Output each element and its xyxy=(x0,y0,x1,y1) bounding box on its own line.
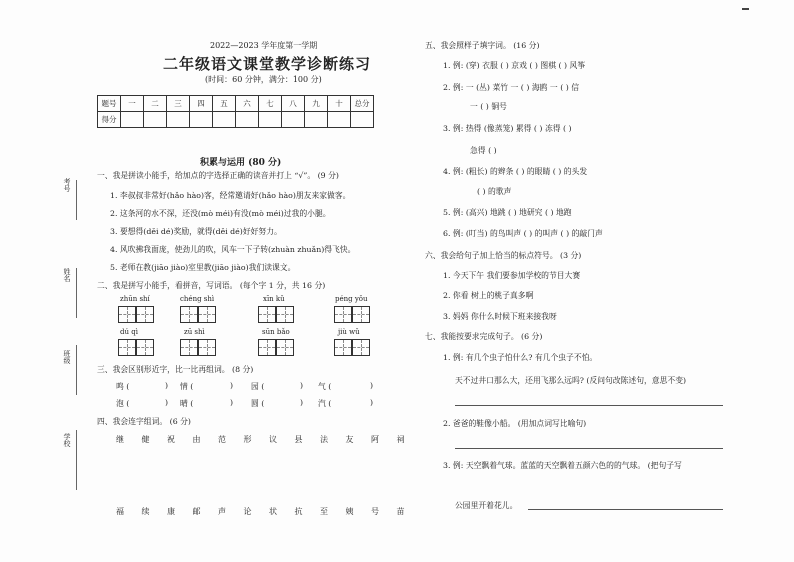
answer-line[interactable] xyxy=(455,448,723,449)
binding-label-school: 学校 xyxy=(63,433,71,447)
score-input-cell[interactable] xyxy=(305,112,328,128)
score-input-cell[interactable] xyxy=(351,112,374,128)
pinyin-label: jiù wǔ xyxy=(338,328,360,336)
pinyin-label: zū shì xyxy=(184,328,205,336)
q3-row2-close: ) xyxy=(370,398,374,407)
score-cell: 九 xyxy=(305,96,328,112)
q7-title: 七、我能按要求完成句子。 (6 分) xyxy=(425,332,543,341)
q5-line-4: 4. 例: (粗长) 的辫条 ( ) 的眼睛 ( ) 的头发 xyxy=(443,167,588,176)
score-table xyxy=(97,95,374,128)
scan-mark xyxy=(742,8,749,10)
score-input-cell[interactable] xyxy=(190,112,213,128)
writing-box[interactable] xyxy=(180,306,198,323)
q6-item-3: 3. 妈妈 你什么时候下班来接我呀 xyxy=(443,312,557,321)
q4-char[interactable]: 抗 xyxy=(294,507,303,516)
writing-box[interactable] xyxy=(118,339,136,356)
score-input-cell[interactable] xyxy=(259,112,282,128)
score-cell: 二 xyxy=(144,96,167,112)
q1-item-4: 4. 风吹拂我面庞，使劲儿的吹，风车一下子转(zhuàn zhuǎn)得飞快。 xyxy=(110,245,356,254)
q1-item-2: 2. 这条河的水不深，还没(mò méi)有没(mò méi)过我的小腿。 xyxy=(110,209,331,218)
q6-title: 六、我会给句子加上恰当的标点符号。 (3 分) xyxy=(425,251,582,260)
score-cell: 六 xyxy=(236,96,259,112)
q4-char-row-bottom xyxy=(116,506,422,517)
binding-line-1 xyxy=(76,180,77,220)
q3-row1-char-2: 情 ( xyxy=(180,382,194,391)
score-input-cell[interactable] xyxy=(121,112,144,128)
writing-box[interactable] xyxy=(352,339,370,356)
q4-char[interactable]: 县 xyxy=(294,435,303,444)
pinyin-label: xīn kǔ xyxy=(263,295,285,303)
writing-box[interactable] xyxy=(258,306,276,323)
q4-char[interactable]: 形 xyxy=(243,435,252,444)
q4-char[interactable]: 友 xyxy=(345,435,354,444)
q3-row2-char-2: 晴 ( xyxy=(180,399,194,408)
score-cell: 八 xyxy=(282,96,305,112)
q5-line-2b: 一 ( ) 铜号 xyxy=(470,102,507,111)
q4-char[interactable]: 福 xyxy=(116,507,124,516)
q3-row2-close: ) xyxy=(165,398,169,407)
q7-item-1: 1. 例: 有几个虫子怕什么? 有几个虫子不怕。 xyxy=(443,353,598,362)
q5-line-1: 1. 例: (穿) 衣服 ( ) 京戏 ( ) 图棋 ( ) 风筝 xyxy=(443,61,586,70)
q4-char[interactable]: 声 xyxy=(218,507,226,516)
pinyin-label: dú qì xyxy=(120,328,138,336)
binding-label-exam-number: 考号 xyxy=(63,178,71,192)
school-year: 2022—2023 学年度第一学期 xyxy=(210,41,318,50)
writing-box[interactable] xyxy=(334,339,352,356)
q7-item-3: 3. 例: 天空飘着气球。蓝蓝的天空飘着五颜六色的的气球。 (把句子写 xyxy=(443,461,682,470)
writing-box[interactable] xyxy=(334,306,352,323)
score-input-cell[interactable] xyxy=(282,112,305,128)
writing-box[interactable] xyxy=(180,339,198,356)
score-cell: 七 xyxy=(259,96,282,112)
q4-char[interactable]: 继 xyxy=(116,435,124,444)
q3-row1-char-1: 鸣 ( xyxy=(116,382,130,391)
q4-char[interactable]: 续 xyxy=(141,507,150,516)
page-title: 二年级语文课堂教学诊断练习 xyxy=(163,55,372,73)
q7-item-2: 2. 爸爸的鞋像小船。 (用加点词写比喻句) xyxy=(443,419,587,428)
score-input-cell[interactable] xyxy=(236,112,259,128)
writing-box[interactable] xyxy=(258,339,276,356)
q4-char[interactable]: 健 xyxy=(141,435,150,444)
q4-char[interactable]: 范 xyxy=(218,435,226,444)
writing-box[interactable] xyxy=(198,306,216,323)
q4-title: 四、我会连字组词。 (6 分) xyxy=(97,417,191,426)
q3-row1-close: ) xyxy=(370,381,374,390)
score-cell: 四 xyxy=(190,96,213,112)
score-cell: 题号 xyxy=(98,96,121,112)
writing-box[interactable] xyxy=(118,306,136,323)
writing-box[interactable] xyxy=(136,306,154,323)
pinyin-label: chéng shì xyxy=(180,295,215,303)
q4-char[interactable]: 论 xyxy=(243,507,252,516)
pinyin-label: sūn bǎo xyxy=(262,328,290,336)
q4-char[interactable]: 姨 xyxy=(345,507,354,516)
writing-box[interactable] xyxy=(136,339,154,356)
writing-box[interactable] xyxy=(276,306,294,323)
binding-line-4 xyxy=(76,430,77,490)
score-input-cell[interactable] xyxy=(213,112,236,128)
score-cell: 总分 xyxy=(351,96,374,112)
q4-char[interactable]: 法 xyxy=(320,435,328,444)
q5-line-5: 5. 例: (高兴) 地跳 ( ) 地研究 ( ) 地跑 xyxy=(443,208,572,217)
writing-box[interactable] xyxy=(276,339,294,356)
q4-char[interactable]: 号 xyxy=(371,507,379,516)
pinyin-label: péng yǒu xyxy=(335,295,368,303)
q2-title: 二、我是拼写小能手，看拼音，写词语。 (每个字 1 分，共 16 分) xyxy=(97,281,326,290)
score-cell: 十 xyxy=(328,96,351,112)
q3-row1-close: ) xyxy=(230,381,234,390)
score-input-cell[interactable] xyxy=(167,112,190,128)
q5-line-2: 2. 例: 一 (丛) 菜竹 一 ( ) 海鸥 一 ( ) 信 xyxy=(443,83,580,92)
q4-char[interactable]: 阿 xyxy=(371,435,379,444)
exam-time: (时间：60 分钟，满分：100 分) xyxy=(205,75,322,84)
q3-row1-close: ) xyxy=(300,381,304,390)
q4-char[interactable]: 祝 xyxy=(167,435,175,444)
score-cell: 得分 xyxy=(98,112,121,128)
q1-item-3: 3. 要想得(děi dé)奖励，就得(děi dé)好好努力。 xyxy=(110,227,282,236)
q5-line-4b: ( ) 的歌声 xyxy=(477,187,512,196)
q4-char[interactable]: 议 xyxy=(269,435,277,444)
q6-item-1: 1. 今天下午 我们要参加学校的节目大赛 xyxy=(443,271,581,280)
q4-char[interactable]: 状 xyxy=(269,507,277,516)
score-cell: 一 xyxy=(121,96,144,112)
binding-label-name: 姓名 xyxy=(63,268,71,282)
q3-row2-close: ) xyxy=(300,398,304,407)
score-input-cell[interactable] xyxy=(328,112,351,128)
q5-line-6: 6. 例: (叮当) 的鸟叫声 ( ) 的叫声 ( ) 的敲门声 xyxy=(443,229,603,238)
score-input-cell[interactable] xyxy=(144,112,167,128)
score-table-score-row xyxy=(98,112,374,128)
binding-line-2 xyxy=(76,268,77,318)
writing-box[interactable] xyxy=(352,306,370,323)
q4-char[interactable]: 康 xyxy=(167,507,175,516)
q4-char-row-top xyxy=(116,434,422,445)
answer-line[interactable] xyxy=(455,405,723,406)
q5-title: 五、我会照样子填字词。 (16 分) xyxy=(425,41,540,50)
q3-row2-char-1: 泡 ( xyxy=(116,399,130,408)
q7-item-3-task: 公园里开着花儿。 xyxy=(455,501,518,510)
section-title: 积累与运用 (80 分) xyxy=(200,158,282,168)
writing-box[interactable] xyxy=(198,339,216,356)
q4-char[interactable]: 苗 xyxy=(396,507,405,516)
q3-row2-char-3: 圆 ( xyxy=(251,399,265,408)
binding-label-class: 班级 xyxy=(63,350,71,364)
q3-row2-close: ) xyxy=(230,398,234,407)
score-table-header-row xyxy=(98,96,374,112)
score-cell: 三 xyxy=(167,96,190,112)
answer-line[interactable] xyxy=(528,509,723,510)
q1-item-1: 1. 李叔叔非常好(hǎo hào)客，经常邀请好(hǎo hào)朋友来家做客。 xyxy=(110,191,351,200)
q4-char[interactable]: 由 xyxy=(192,435,201,444)
pinyin-label: zhūn shí xyxy=(120,295,150,303)
q1-item-5: 5. 老师在教(jiāo jiào)室里教(jiāo jiào)我们读课文。 xyxy=(110,263,296,272)
q4-char[interactable]: 祠 xyxy=(396,435,405,444)
q4-char[interactable]: 至 xyxy=(320,507,328,516)
q1-title: 一、我是拼读小能手，给加点的字选择正确的读音并打上 “√”。 (9 分) xyxy=(97,171,339,180)
q3-title: 三、我会区别形近字，比一比再组词。 (8 分) xyxy=(97,365,254,374)
q5-line-3b: 急得 ( ) xyxy=(470,146,497,155)
binding-line-3 xyxy=(76,345,77,395)
q7-item-1-task: 天不过井口那么大，还用飞那么远吗? (反问句改陈述句，意思不变) xyxy=(455,376,687,385)
q3-row1-close: ) xyxy=(165,381,169,390)
q4-char[interactable]: 邮 xyxy=(192,507,201,516)
q3-row1-char-4: 气 ( xyxy=(318,382,332,391)
q3-row2-char-4: 汽 ( xyxy=(318,399,332,408)
score-cell: 五 xyxy=(213,96,236,112)
q3-row1-char-3: 园 ( xyxy=(251,382,265,391)
q5-line-3: 3. 例: 热得 (像蒸笼) 累得 ( ) 冻得 ( ) xyxy=(443,124,572,133)
q6-item-2: 2. 你看 树上的桃子真多啊 xyxy=(443,291,534,300)
